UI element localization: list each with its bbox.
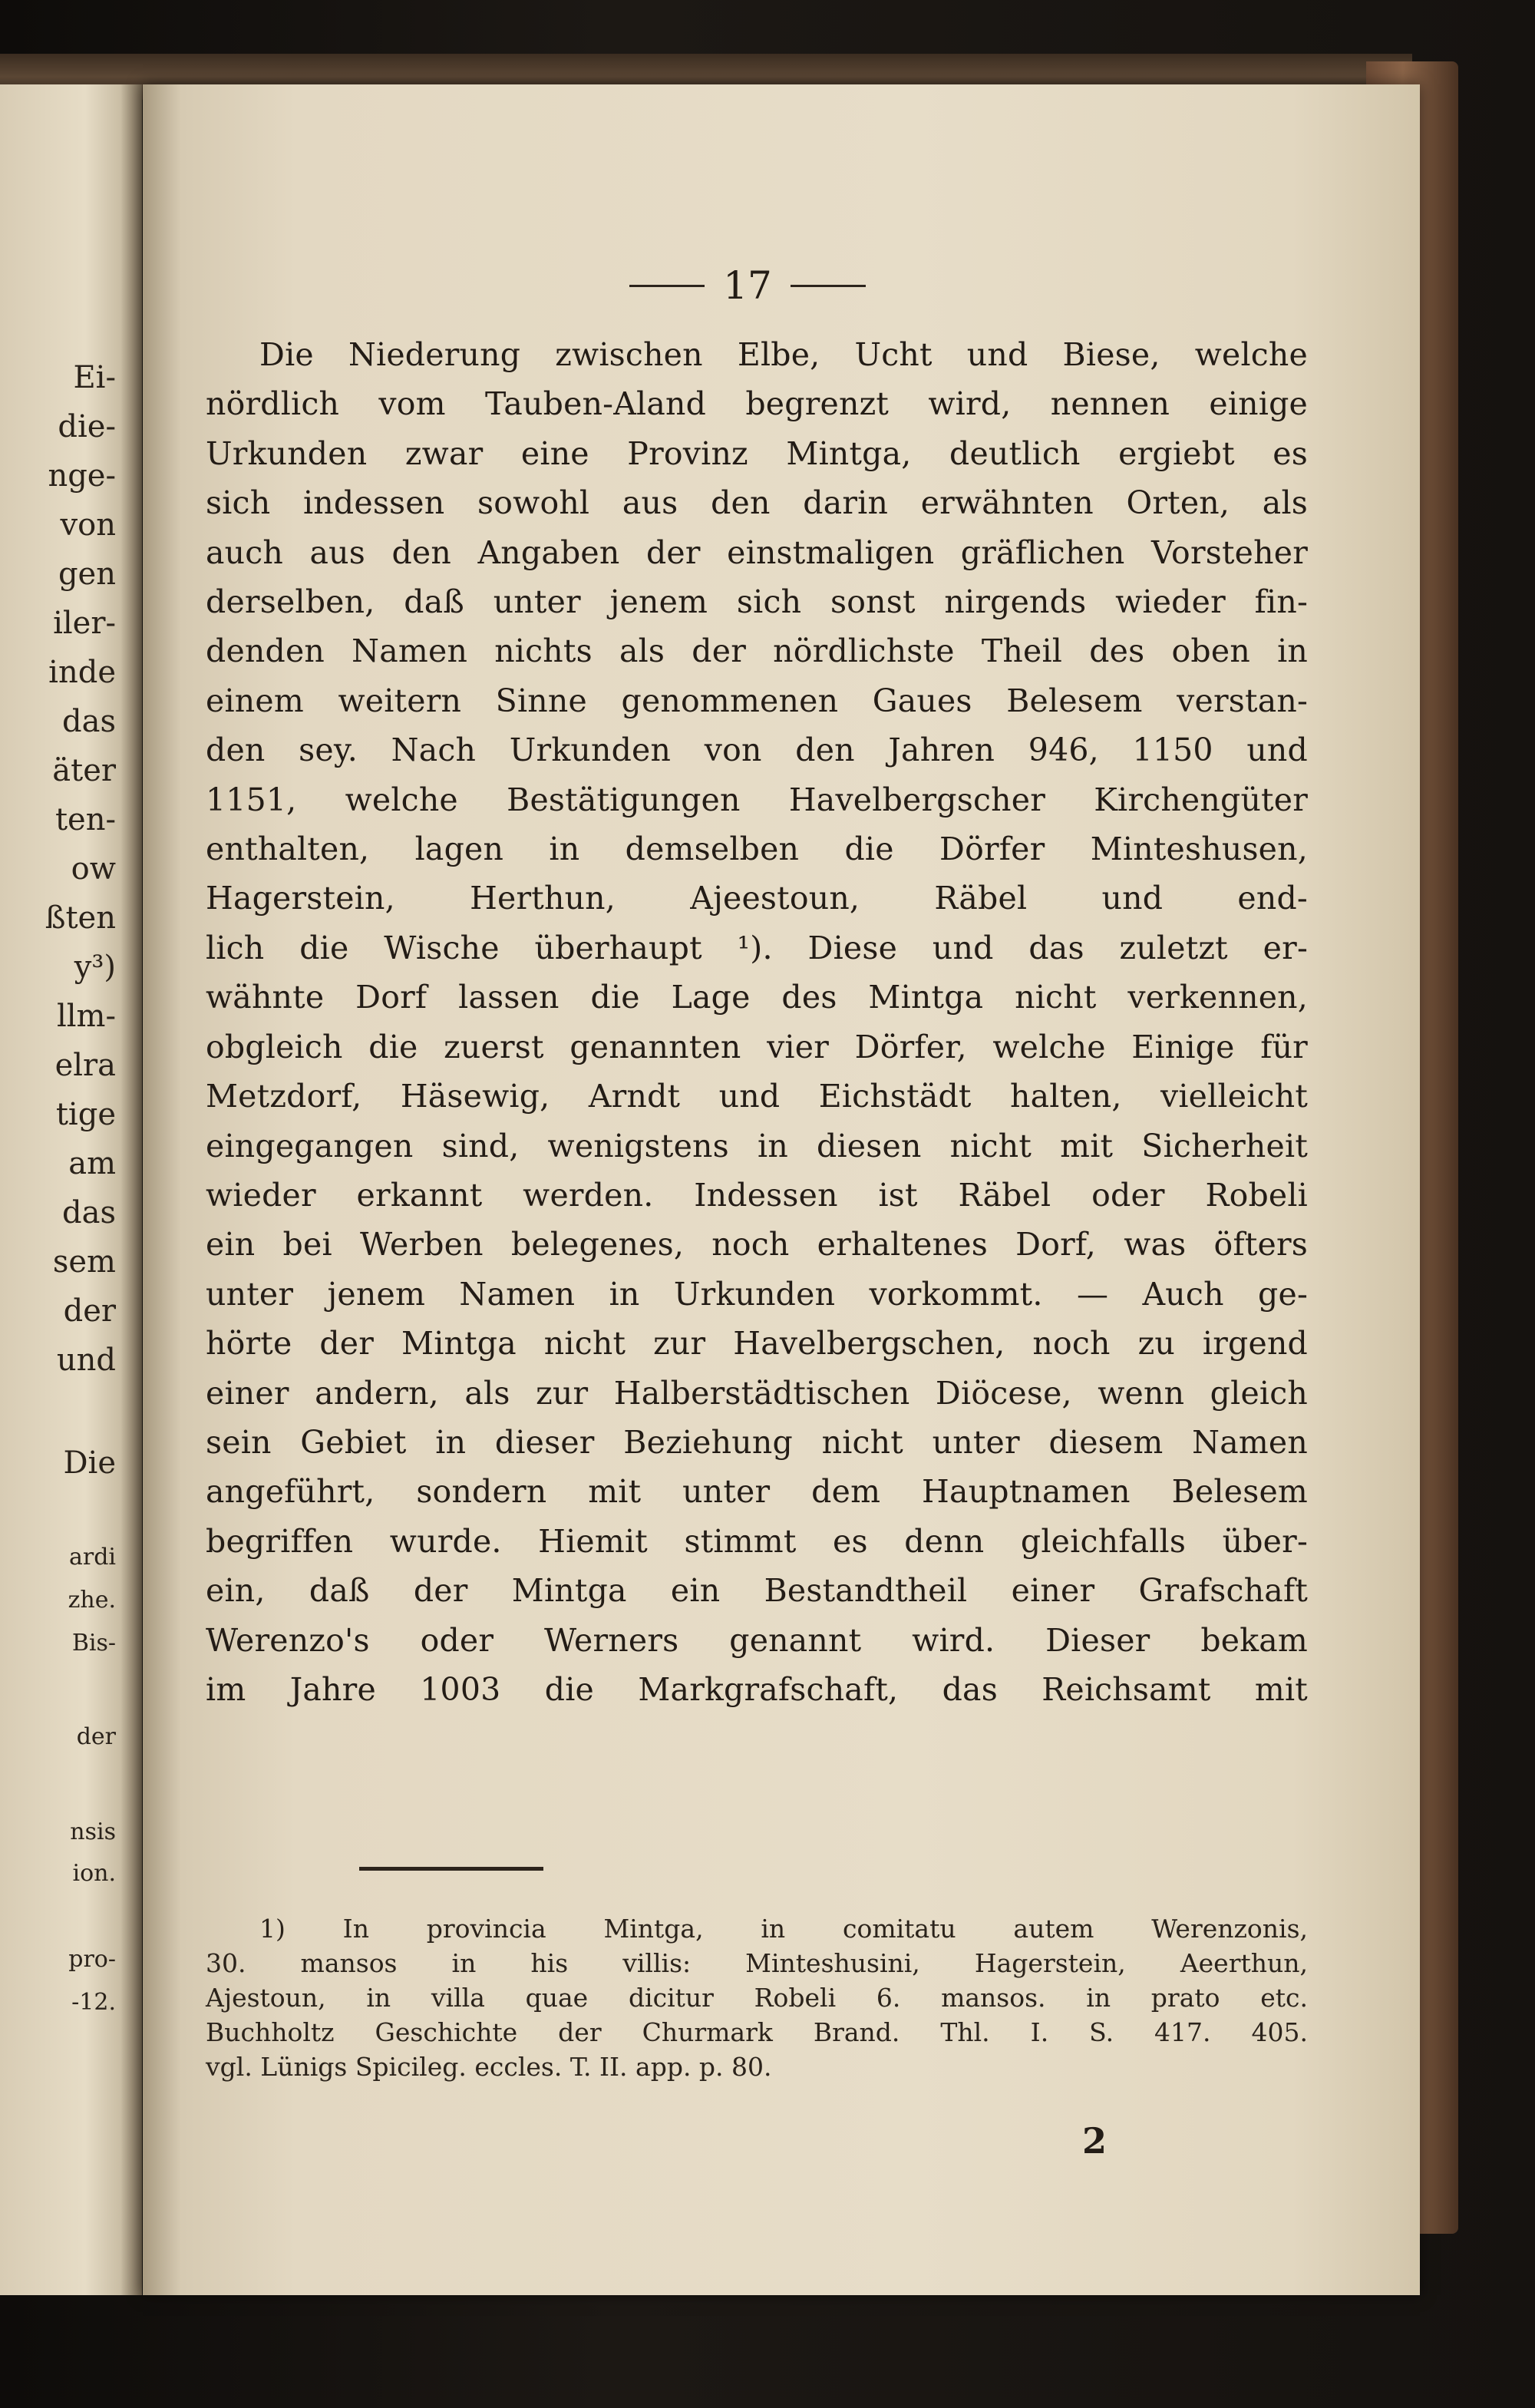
footnote-separator-rule: [359, 1867, 543, 1871]
body-line: wieder erkannt werden. Indessen ist Räbel oder Robeli: [206, 1176, 1308, 1214]
body-line: enthalten, lagen in demselben die Dörfer Minteshusen,: [206, 831, 1308, 868]
left-page-footnote-fragment: zhe.: [68, 1587, 116, 1614]
left-page-line-fragment: am: [68, 1146, 116, 1181]
body-line: ein, daß der Mintga ein Bestandtheil einer Grafschaft: [206, 1572, 1308, 1610]
left-page-line-fragment: iler-: [53, 606, 116, 641]
body-line: angeführt, sondern mit unter dem Hauptnamen Belesem: [206, 1473, 1308, 1511]
left-page-line-fragment: das: [62, 1195, 116, 1230]
body-line: im Jahre 1003 die Markgrafschaft, das Reichsamt mit: [206, 1670, 1308, 1708]
footnote-line: Ajestoun, in villa quae dicitur Robeli 6. mansos. in prato etc.: [206, 1983, 1308, 2013]
body-line: auch aus den Angaben der einstmaligen gräflichen Vorsteher: [206, 533, 1308, 571]
body-line: wähnte Dorf lassen die Lage des Mintga nicht verkennen,: [206, 979, 1308, 1016]
body-line: den sey. Nach Urkunden von den Jahren 946, 1150 und: [206, 732, 1308, 769]
left-page-line-fragment: llm-: [56, 999, 116, 1034]
previous-page-fragment: [0, 84, 142, 2295]
footnote-line: 1) In provincia Mintga, in comitatu autem Werenzonis,: [259, 1914, 1308, 1944]
left-page-footnote-fragment: -12.: [71, 1989, 116, 2016]
page-number: 17: [723, 263, 772, 308]
left-page-line-fragment: die-: [58, 409, 116, 444]
body-line: einer andern, als zur Halberstädtischen Diöcese, wenn gleich: [206, 1374, 1308, 1412]
body-line: derselben, daß unter jenem sich sonst nirgends wieder fin-: [206, 583, 1308, 621]
left-page-line-fragment: und: [56, 1343, 116, 1378]
left-page-line-fragment: ten-: [54, 802, 116, 837]
left-page-line-fragment: gen: [58, 557, 116, 592]
body-line: 1151, welche Bestätigungen Havelbergscher Kirchengüter: [206, 781, 1308, 818]
left-page-line-fragment: der: [63, 1293, 116, 1329]
body-line: eingegangen sind, wenigstens in diesen nicht mit Sicherheit: [206, 1127, 1308, 1164]
page-gutter-shadow: [120, 84, 142, 2295]
footnote-line: vgl. Lünigs Spicileg. eccles. T. II. app. p. 80.: [206, 2052, 772, 2082]
signature-mark: 2: [1082, 2120, 1108, 2162]
body-line: Die Niederung zwischen Elbe, Ucht und Biese, welche: [259, 336, 1308, 373]
left-page-line-fragment: Die: [63, 1445, 116, 1481]
left-page-line-fragment: das: [62, 704, 116, 739]
left-page-footnote-fragment: Bis-: [71, 1630, 116, 1657]
left-page-footnote-fragment: ardi: [68, 1544, 116, 1571]
body-line: Werenzo's oder Werners genannt wird. Dieser bekam: [206, 1621, 1308, 1659]
body-line: ein bei Werben belegenes, noch erhaltenes Dorf, was öfters: [206, 1226, 1308, 1263]
left-page-line-fragment: äter: [52, 753, 116, 788]
page-header: [525, 263, 970, 309]
body-text: [206, 330, 1308, 1714]
body-line: sich indessen sowohl aus den darin erwähnten Orten, als: [206, 484, 1308, 522]
left-page-footnote-fragment: pro-: [68, 1946, 116, 1973]
left-page-line-fragment: von: [60, 507, 116, 543]
body-line: nördlich vom Tauben-Aland begrenzt wird, nennen einige: [206, 385, 1308, 423]
body-line: hörte der Mintga nicht zur Havelbergschen, noch zu irgend: [206, 1325, 1308, 1363]
left-page-footnote-fragment: nsis: [70, 1818, 116, 1845]
left-page-line-fragment: nge-: [48, 458, 116, 494]
left-page-line-fragment: ow: [71, 851, 116, 887]
left-page-line-fragment: ßten: [45, 900, 116, 936]
left-page-footnote-fragment: der: [76, 1723, 116, 1750]
body-line: Metzdorf, Häsewig, Arndt und Eichstädt halten, vielleicht: [206, 1078, 1308, 1115]
left-page-line-fragment: y³): [74, 950, 116, 985]
body-line: obgleich die zuerst genannten vier Dörfer, welche Einige für: [206, 1028, 1308, 1065]
book-page: [143, 84, 1420, 2295]
footnote-line: 30. mansos in his villis: Minteshusini, Hagerstein, Aeerthun,: [206, 1948, 1308, 1978]
left-page-line-fragment: sem: [52, 1244, 116, 1280]
body-line: sein Gebiet in dieser Beziehung nicht unter diesem Namen: [206, 1423, 1308, 1461]
body-line: lich die Wische überhaupt ¹). Diese und das zuletzt er-: [206, 929, 1308, 966]
body-line: einem weitern Sinne genommenen Gaues Belesem verstan-: [206, 682, 1308, 719]
header-rule-right: [791, 285, 866, 287]
body-line: Urkunden zwar eine Provinz Mintga, deutlich ergiebt es: [206, 434, 1308, 472]
footnotes: [206, 1911, 1308, 2084]
left-page-line-fragment: elra: [54, 1048, 116, 1083]
body-line: denden Namen nichts als der nördlichste Theil des oben in: [206, 633, 1308, 670]
left-page-line-fragment: Ei-: [73, 360, 116, 395]
body-line: Hagerstein, Herthun, Ajeestoun, Räbel und end-: [206, 880, 1308, 917]
left-page-line-fragment: inde: [48, 655, 116, 690]
header-rule-left: [629, 285, 705, 287]
left-page-footnote-fragment: ion.: [72, 1860, 116, 1887]
body-line: unter jenem Namen in Urkunden vorkommt. — Auch ge-: [206, 1275, 1308, 1313]
footnote-line: Buchholtz Geschichte der Churmark Brand. Thl. I. S. 417. 405.: [206, 2017, 1308, 2047]
body-line: begriffen wurde. Hiemit stimmt es denn gleichfalls über-: [206, 1522, 1308, 1560]
left-page-line-fragment: tige: [55, 1097, 116, 1132]
